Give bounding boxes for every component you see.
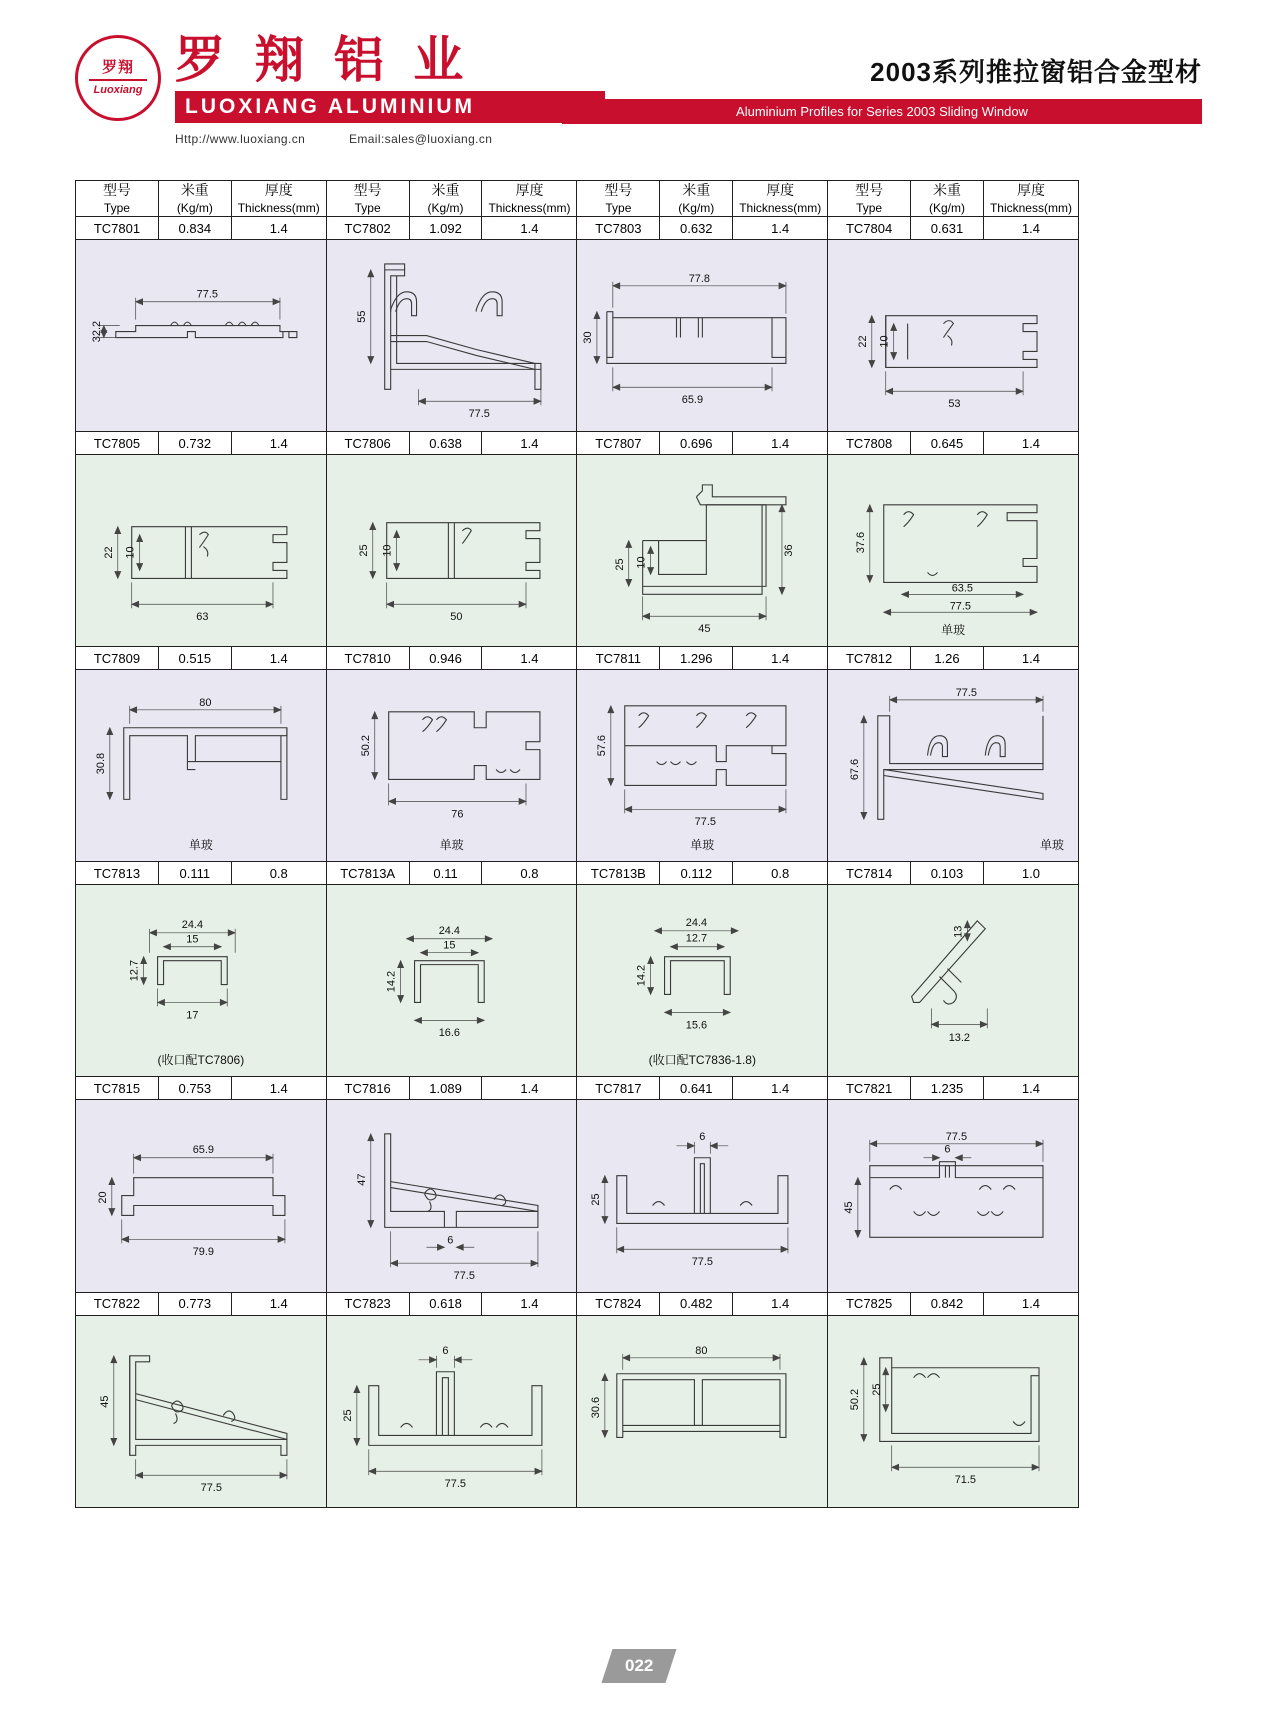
weight-value: 0.11 [409,862,482,885]
page-title-en: Aluminium Profiles for Series 2003 Sliding Window [562,99,1202,124]
header-thickness-1 [231,181,326,217]
drawing-note: 单玻 [690,838,715,853]
header-type-1 [76,181,159,217]
profile-drawing-tc7813 [76,885,327,1077]
weight-value: 0.112 [660,862,733,885]
dim-label: 77.5 [955,687,978,700]
weight-value: 1.235 [911,1077,984,1100]
header-weight-2: 米重 (Kg/m) [409,181,482,217]
weight-value: 0.515 [158,647,231,670]
weight-value: 0.773 [158,1292,231,1315]
weight-value: 1.089 [409,1077,482,1100]
thickness-value: 1.0 [983,862,1078,885]
dim-label: 71.5 [954,1473,977,1486]
profile-drawing-tc7812 [828,670,1079,862]
thickness-value: 1.4 [482,217,577,240]
dim-label: 50.2 [359,735,372,757]
dim-label: 77.5 [453,1270,475,1283]
dim-label: 25 [590,1193,603,1207]
thickness-value: 1.4 [983,432,1078,455]
dim-label: 20 [96,1191,109,1205]
header-type-en: Type [103,200,130,215]
profile-drawing-tc7821 [828,1100,1079,1292]
page-footer [0,1649,1277,1683]
dim-label: 25 [870,1383,883,1396]
dim-label: 25 [357,544,370,557]
drawing-note: 单玻 [188,838,213,853]
drawing-note: 单玻 [439,838,464,853]
dim-label: 12.7 [128,960,141,982]
type-value: TC7807 [577,432,660,455]
weight-value: 0.632 [660,217,733,240]
header-type-4: 型号 Type [828,181,911,217]
thickness-value: 1.4 [733,647,828,670]
thickness-value: 1.4 [482,432,577,455]
dim-label: 77.5 [949,600,972,613]
drawing-note: 单玻 [941,623,966,638]
type-value: TC7821 [828,1077,911,1100]
spec-row-6 [76,1292,1079,1315]
dim-label: 77.5 [196,288,218,301]
dim-label: 16.6 [438,1027,460,1040]
spec-row-4 [76,862,1079,885]
header-type-2: 型号 Type [326,181,409,217]
thickness-value: 1.4 [733,1077,828,1100]
dim-label: 77.5 [468,408,490,421]
header-thickness-2: 厚度 Thickness(mm) [482,181,577,217]
drawing-row-5 [76,1100,1079,1292]
dim-label: 77.5 [945,1131,968,1144]
drawing-note: (收口配TC7836-1.8) [648,1053,756,1068]
dim-label: 22 [856,335,869,348]
profile-drawing-tc7805 [76,455,327,647]
seal-cn-text: 罗翔 [101,58,134,76]
profile-drawing-tc7822 [76,1315,327,1507]
dim-label: 65.9 [682,394,704,407]
profile-drawing-tc7816 [326,1100,577,1292]
weight-value: 0.111 [158,862,231,885]
drawing-row-4 [76,885,1079,1077]
drawing-row-6 [76,1315,1079,1507]
page-number-text: 022 [624,1656,653,1675]
thickness-value: 0.8 [482,862,577,885]
dim-label: 30.6 [590,1396,603,1418]
dim-label: 80 [199,697,212,710]
dim-label: 50 [449,611,463,624]
dim-label: 67.6 [849,759,862,781]
dim-label: 6 [699,1131,706,1144]
type-value: TC7814 [828,862,911,885]
thickness-value: 1.4 [983,217,1078,240]
dim-label: 65.9 [192,1144,214,1157]
type-value: TC7813B [577,862,660,885]
header-thickness-cn: 厚度 [264,182,293,198]
dim-label: 76 [450,808,464,821]
page-header [0,0,1277,170]
type-value: TC7809 [76,647,159,670]
type-value: TC7804 [828,217,911,240]
spec-row-1 [76,217,1079,240]
dim-label: 80 [695,1344,708,1357]
dim-label: 24.4 [438,925,460,938]
drawing-row-3 [76,670,1079,862]
weight-value: 1.26 [911,647,984,670]
profile-drawing-tc7801 [76,240,327,432]
type-value: TC7824 [577,1292,660,1315]
weight-value: 0.753 [158,1077,231,1100]
header-type-cn: 型号 [102,182,131,198]
dim-label: 45 [843,1201,856,1215]
spec-row-3 [76,647,1079,670]
dim-label: 24.4 [181,919,204,932]
page-title-block [562,52,1202,124]
dim-label: 77.5 [200,1481,222,1494]
dim-label: 15.6 [686,1019,708,1032]
type-value: TC7811 [577,647,660,670]
type-value: TC7823 [326,1292,409,1315]
profile-drawing-tc7813a [326,885,577,1077]
profile-drawing-tc7823 [326,1315,577,1507]
page-title-cn: 2003系列推拉窗铝合金型材 [870,57,1202,87]
seal-divider [89,79,147,81]
dim-label: 22 [102,546,115,559]
weight-value: 0.842 [911,1292,984,1315]
thickness-value: 0.8 [231,862,326,885]
weight-value: 0.732 [158,432,231,455]
thickness-value: 1.4 [482,1292,577,1315]
profile-drawing-tc7813b [577,885,828,1077]
thickness-value: 0.8 [733,862,828,885]
dim-label: 77.8 [689,272,711,285]
weight-value: 0.645 [911,432,984,455]
type-value: TC7816 [326,1077,409,1100]
dim-label: 77.5 [695,816,717,829]
type-value: TC7808 [828,432,911,455]
type-value: TC7815 [76,1077,159,1100]
weight-value: 0.618 [409,1292,482,1315]
dim-label: 14.2 [385,971,398,993]
header-type-3: 型号 Type [577,181,660,217]
thickness-value: 1.4 [231,432,326,455]
dim-label: 17 [186,1009,199,1022]
dim-label: 50.2 [849,1388,862,1410]
thickness-value: 1.4 [733,1292,828,1315]
dim-label: 53 [948,398,961,411]
drawing-row-1 [76,240,1079,432]
dim-label: 6 [442,1344,449,1357]
type-value: TC7813 [76,862,159,885]
dim-label: 12.7 [686,933,708,946]
thickness-value: 1.4 [231,1292,326,1315]
dim-label: 37.6 [855,532,868,554]
drawing-note: (收口配TC7806) [157,1053,245,1068]
drawing-note: 单玻 [1039,838,1064,853]
dim-label: 55 [355,310,368,323]
dim-label: 13.2 [948,1032,971,1045]
company-seal-icon [75,35,161,121]
page-number [601,1649,676,1683]
thickness-value: 1.4 [482,647,577,670]
thickness-value: 1.4 [231,1077,326,1100]
weight-value: 1.092 [409,217,482,240]
type-value: TC7825 [828,1292,911,1315]
profile-drawing-tc7803 [577,240,828,432]
dim-label: 63 [196,611,209,624]
thickness-value: 1.4 [983,647,1078,670]
header-weight-4: 米重 (Kg/m) [911,181,984,217]
type-value: TC7802 [326,217,409,240]
type-value: TC7822 [76,1292,159,1315]
thickness-value: 1.4 [733,217,828,240]
dim-label: 45 [98,1395,111,1408]
dim-label: 25 [341,1408,354,1422]
profile-drawing-tc7807 [577,455,828,647]
type-value: TC7812 [828,647,911,670]
profile-drawing-tc7804 [828,240,1079,432]
brand-name-en: LUOXIANG ALUMINIUM [175,91,605,123]
profile-drawing-tc7802 [326,240,577,432]
thickness-value: 1.4 [482,1077,577,1100]
dim-label: 36 [783,544,796,557]
spec-row-5 [76,1077,1079,1100]
dim-label: 13 [952,926,965,939]
weight-value: 1.296 [660,647,733,670]
dim-label: 10 [124,546,137,559]
dim-label: 15 [442,940,456,953]
dim-label: 6 [944,1144,951,1157]
type-value: TC7817 [577,1077,660,1100]
brand-contact [175,132,605,146]
dim-label: 10 [381,544,394,557]
weight-value: 0.696 [660,432,733,455]
type-value: TC7813A [326,862,409,885]
type-value: TC7806 [326,432,409,455]
brand-text-block [175,31,605,146]
dim-label: 77.5 [692,1256,714,1269]
profile-drawing-tc7809 [76,670,327,862]
dim-label: 32.2 [90,320,103,343]
thickness-value: 1.4 [983,1292,1078,1315]
profile-drawing-tc7825 [828,1315,1079,1507]
type-value: TC7803 [577,217,660,240]
type-value: TC7810 [326,647,409,670]
seal-en-text: Luoxiang [93,84,143,97]
thickness-value: 1.4 [733,432,828,455]
weight-value: 0.946 [409,647,482,670]
spec-row-2 [76,432,1079,455]
header-thickness-4: 厚度 Thickness(mm) [983,181,1078,217]
profile-table [75,180,1079,1508]
dim-label: 10 [636,556,649,569]
website-text: Http://www.luoxiang.cn [175,132,306,146]
header-weight-1 [158,181,231,217]
thickness-value: 1.4 [231,217,326,240]
weight-value: 0.631 [911,217,984,240]
header-thickness-en: Thickness(mm) [237,200,320,215]
dim-label: 14.2 [636,965,649,987]
profile-drawing-tc7815 [76,1100,327,1292]
header-weight-3: 米重 (Kg/m) [660,181,733,217]
profile-drawing-tc7814 [828,885,1079,1077]
dim-label: 77.5 [444,1477,466,1490]
dim-label: 47 [355,1173,368,1187]
weight-value: 0.834 [158,217,231,240]
profile-drawing-tc7811 [577,670,828,862]
profile-drawing-tc7806 [326,455,577,647]
thickness-value: 1.4 [983,1077,1078,1100]
header-weight-cn: 米重 [180,182,209,198]
profile-drawing-tc7808 [828,455,1079,647]
weight-value: 0.482 [660,1292,733,1315]
thickness-value: 1.4 [231,647,326,670]
dim-label: 30.8 [94,753,107,775]
weight-value: 0.641 [660,1077,733,1100]
profile-drawing-tc7824 [577,1315,828,1507]
dim-label: 30 [582,331,595,344]
dim-label: 25 [614,558,627,571]
dim-label: 15 [186,934,199,947]
type-value: TC7801 [76,217,159,240]
profile-drawing-tc7810 [326,670,577,862]
dim-label: 6 [447,1234,454,1247]
email-text: Email:sales@luoxiang.cn [348,132,493,146]
weight-value: 0.103 [911,862,984,885]
header-thickness-3: 厚度 Thickness(mm) [733,181,828,217]
profile-drawing-tc7817 [577,1100,828,1292]
drawing-row-2 [76,455,1079,647]
type-value: TC7805 [76,432,159,455]
table-header-row [76,181,1079,217]
dim-label: 45 [698,623,711,636]
dim-label: 79.9 [192,1246,214,1259]
brand-logo [75,31,605,146]
dim-label: 57.6 [596,735,609,757]
dim-label: 24.4 [686,917,708,930]
weight-value: 0.638 [409,432,482,455]
dim-label: 10 [878,335,891,348]
dim-label: 63.5 [951,582,974,595]
brand-name-cn: 罗 翔 铝 业 [175,31,470,89]
header-weight-en: (Kg/m) [176,200,213,215]
